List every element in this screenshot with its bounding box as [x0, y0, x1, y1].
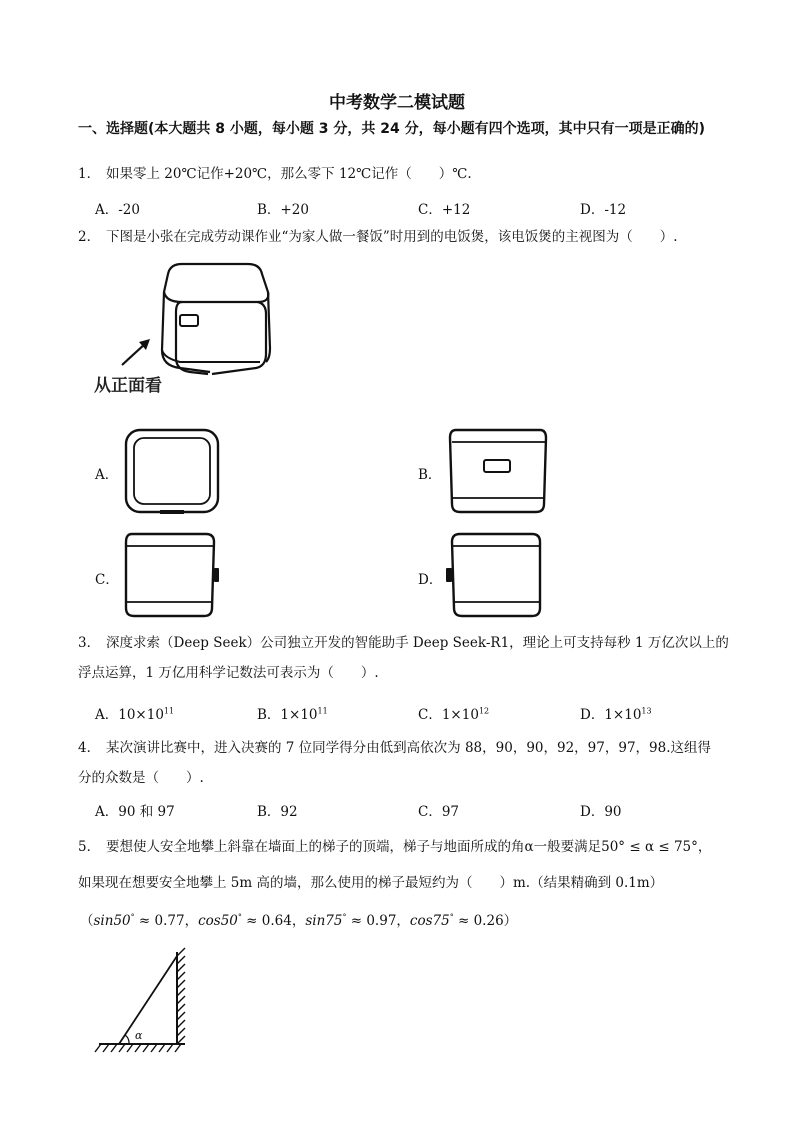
- page-title: 中考数学二模试题: [329, 93, 465, 113]
- angle-range: 50° ≤ α ≤ 75°: [601, 839, 698, 855]
- question-text: 下图是小张在完成劳动课作业“为家人做一餐饭”时用到的电饭煲，该电饭煲的主视图为（ ）.: [106, 229, 678, 245]
- question-text: 如果零上 20℃记作+20℃，那么零下 12℃记作（ ）℃.: [106, 166, 472, 182]
- q4-option-c[interactable]: C．97: [418, 804, 460, 820]
- question-4: [78, 737, 711, 759]
- question-2: [78, 226, 678, 248]
- q3-option-a[interactable]: A．$10\times 10^{11}$: [95, 706, 175, 723]
- q1-option-b[interactable]: B．+20: [257, 202, 309, 218]
- question-number: 3．: [78, 635, 101, 651]
- q2-option-c-figure[interactable]: [122, 530, 222, 622]
- q4-option-d[interactable]: D．90: [580, 804, 622, 820]
- ladder-wall-figure: [95, 948, 195, 1058]
- q3-option-b[interactable]: B．$1\times 10^{11}$: [257, 706, 328, 723]
- q2-option-a-label[interactable]: A．: [95, 467, 119, 483]
- q4-option-a[interactable]: A．90 和 97: [95, 804, 175, 820]
- q2-option-b-label[interactable]: B．: [418, 467, 442, 483]
- angle-alpha-label: α: [135, 1029, 143, 1042]
- question-5-trig-values: （sin50° ≈ 0.77，cos50° ≈ 0.64，sin75° ≈ 0.97，cos75° ≈ 0.26）: [80, 912, 518, 929]
- question-text-line1: 要想使人安全地攀上斜靠在墙面上的梯子的顶端，梯子与地面所成的角α一般要满足: [106, 839, 602, 855]
- question-number: 4．: [78, 740, 101, 756]
- question-4-line2: 分的众数是（ ）.: [78, 770, 204, 786]
- question-number: 2．: [78, 229, 101, 245]
- question-5-line2: 如果现在想要安全地攀上 5m 高的墙，那么使用的梯子最短约为（ ）m.（结果精确到 0.1m）: [78, 875, 664, 891]
- q2-option-c-label[interactable]: C．: [95, 572, 119, 588]
- q3-option-d[interactable]: D．$1\times 10^{13}$: [580, 706, 652, 723]
- question-number: 1．: [78, 166, 101, 182]
- q1-option-d[interactable]: D．-12: [580, 202, 627, 218]
- q1-option-a[interactable]: A．-20: [95, 202, 140, 218]
- q2-option-a-figure[interactable]: [122, 426, 222, 518]
- question-number: 5．: [78, 839, 101, 855]
- q3-option-c[interactable]: C．$1\times 10^{12}$: [418, 706, 490, 723]
- q4-option-b[interactable]: B．92: [257, 804, 298, 820]
- q2-option-b-figure[interactable]: [446, 426, 550, 516]
- view-caption: 从正面看: [94, 376, 162, 396]
- question-text-line1: 某次演讲比赛中，进入决赛的 7 位同学得分由低到高依次为 88，90，90，92，97，97，98.这组得: [106, 740, 712, 756]
- section-heading: 一、选择题(本大题共 8 小题，每小题 3 分，共 24 分，每小题有四个选项，其中只有一项是正确的): [78, 121, 706, 137]
- q2-option-d-figure[interactable]: [444, 530, 544, 622]
- question-1: [78, 163, 472, 185]
- q1-option-c[interactable]: C．+12: [418, 202, 471, 218]
- question-3: [78, 632, 729, 654]
- rice-cooker-figure: [90, 258, 290, 408]
- question-text-line1: 深度求索（Deep Seek）公司独立开发的智能助手 Deep Seek-R1，理论上可支持每秒 1 万亿次以上的: [106, 635, 729, 651]
- question-3-line2: 浮点运算，1 万亿用科学记数法可表示为（ ）.: [78, 665, 379, 681]
- question-5: 5． 要想使人安全地攀上斜靠在墙面上的梯子的顶端，梯子与地面所成的角α一般要满足50° ≤ α ≤ 75°，: [78, 836, 711, 858]
- q2-option-d-label[interactable]: D．: [418, 572, 443, 588]
